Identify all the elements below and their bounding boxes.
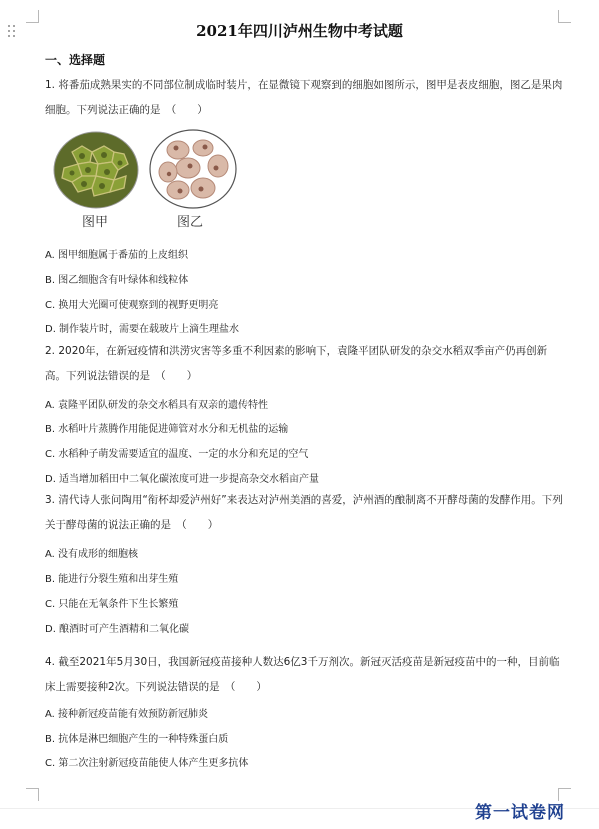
question-2-option-c: C. 水稻种子萌发需要适宜的温度、一定的水分和充足的空气 — [45, 449, 309, 460]
question-4-stem: 4. 截至2021年5月30日，我国新冠疫苗接种人数达6亿3千万剂次。新冠灭活疫苗是新冠疫苗中的一种，目前临床上需要接种2次。下列说法错误的是 （ ） — [45, 656, 560, 693]
question-1-stem: 1. 将番茄成熟果实的不同部位制成临时装片，在显微镜下观察到的细胞如图所示，图甲是表皮细胞，图乙是果肉细胞。下列说法正确的是 （ ） — [45, 79, 563, 116]
figure-pulp-cells — [148, 128, 238, 210]
question-2-option-a: A. 袁隆平团队研发的杂交水稻具有双亲的遗传特性 — [45, 400, 269, 411]
question-2-option-d: D. 适当增加稻田中二氧化碳浓度可进一步提高杂交水稻亩产量 — [45, 474, 320, 485]
question-3-stem: 3. 清代诗人张问陶用“衔杯却爱泸州好”来表达对泸州美酒的喜爱，泸州酒的酿制离不开酵母菌的发酵作用。下列关于酵母菌的说法正确的是 （ ） — [45, 494, 563, 531]
question-3-option-b: B. 能进行分裂生殖和出芽生殖 — [45, 574, 179, 585]
question-4-option-c: C. 第二次注射新冠疫苗能使人体产生更多抗体 — [45, 758, 249, 769]
question-3-option-a: A. 没有成形的细胞核 — [45, 549, 139, 560]
figure-caption-a: 图甲 — [82, 215, 109, 230]
question-3-option-c: C. 只能在无氧条件下生长繁殖 — [45, 599, 179, 610]
section-heading: 一、选择题 — [45, 53, 106, 67]
question-1-option-b: B. 图乙细胞含有叶绿体和线粒体 — [45, 275, 189, 286]
figure-epidermis-cells — [52, 130, 140, 210]
question-2-stem: 2. 2020年，在新冠疫情和洪涝灾害等多重不利因素的影响下，袁隆平团队研发的杂交水稻双季亩产仍再创新高。下列说法错误的是 （ ） — [45, 345, 548, 382]
watermark-logo: 第一试卷网 — [475, 803, 565, 823]
question-4-option-a: A. 接种新冠疫苗能有效预防新冠肺炎 — [45, 709, 209, 720]
question-2-option-b: B. 水稻叶片蒸腾作用能促进筛管对水分和无机盐的运输 — [45, 424, 289, 435]
question-1-option-c: C. 换用大光圈可使观察到的视野更明亮 — [45, 300, 219, 311]
question-4-option-b: B. 抗体是淋巴细胞产生的一种特殊蛋白质 — [45, 734, 229, 745]
figure-caption-b: 图乙 — [177, 215, 204, 230]
question-1-option-a: A. 图甲细胞属于番茄的上皮组织 — [45, 250, 189, 261]
page-title: 2021年四川泸州生物中考试题 — [196, 22, 403, 40]
question-3-option-d: D. 酿酒时可产生酒精和二氧化碳 — [45, 624, 190, 635]
question-1-option-d: D. 制作装片时，需要在载玻片上滴生理盐水 — [45, 324, 240, 335]
page-corner-mark — [26, 788, 39, 801]
